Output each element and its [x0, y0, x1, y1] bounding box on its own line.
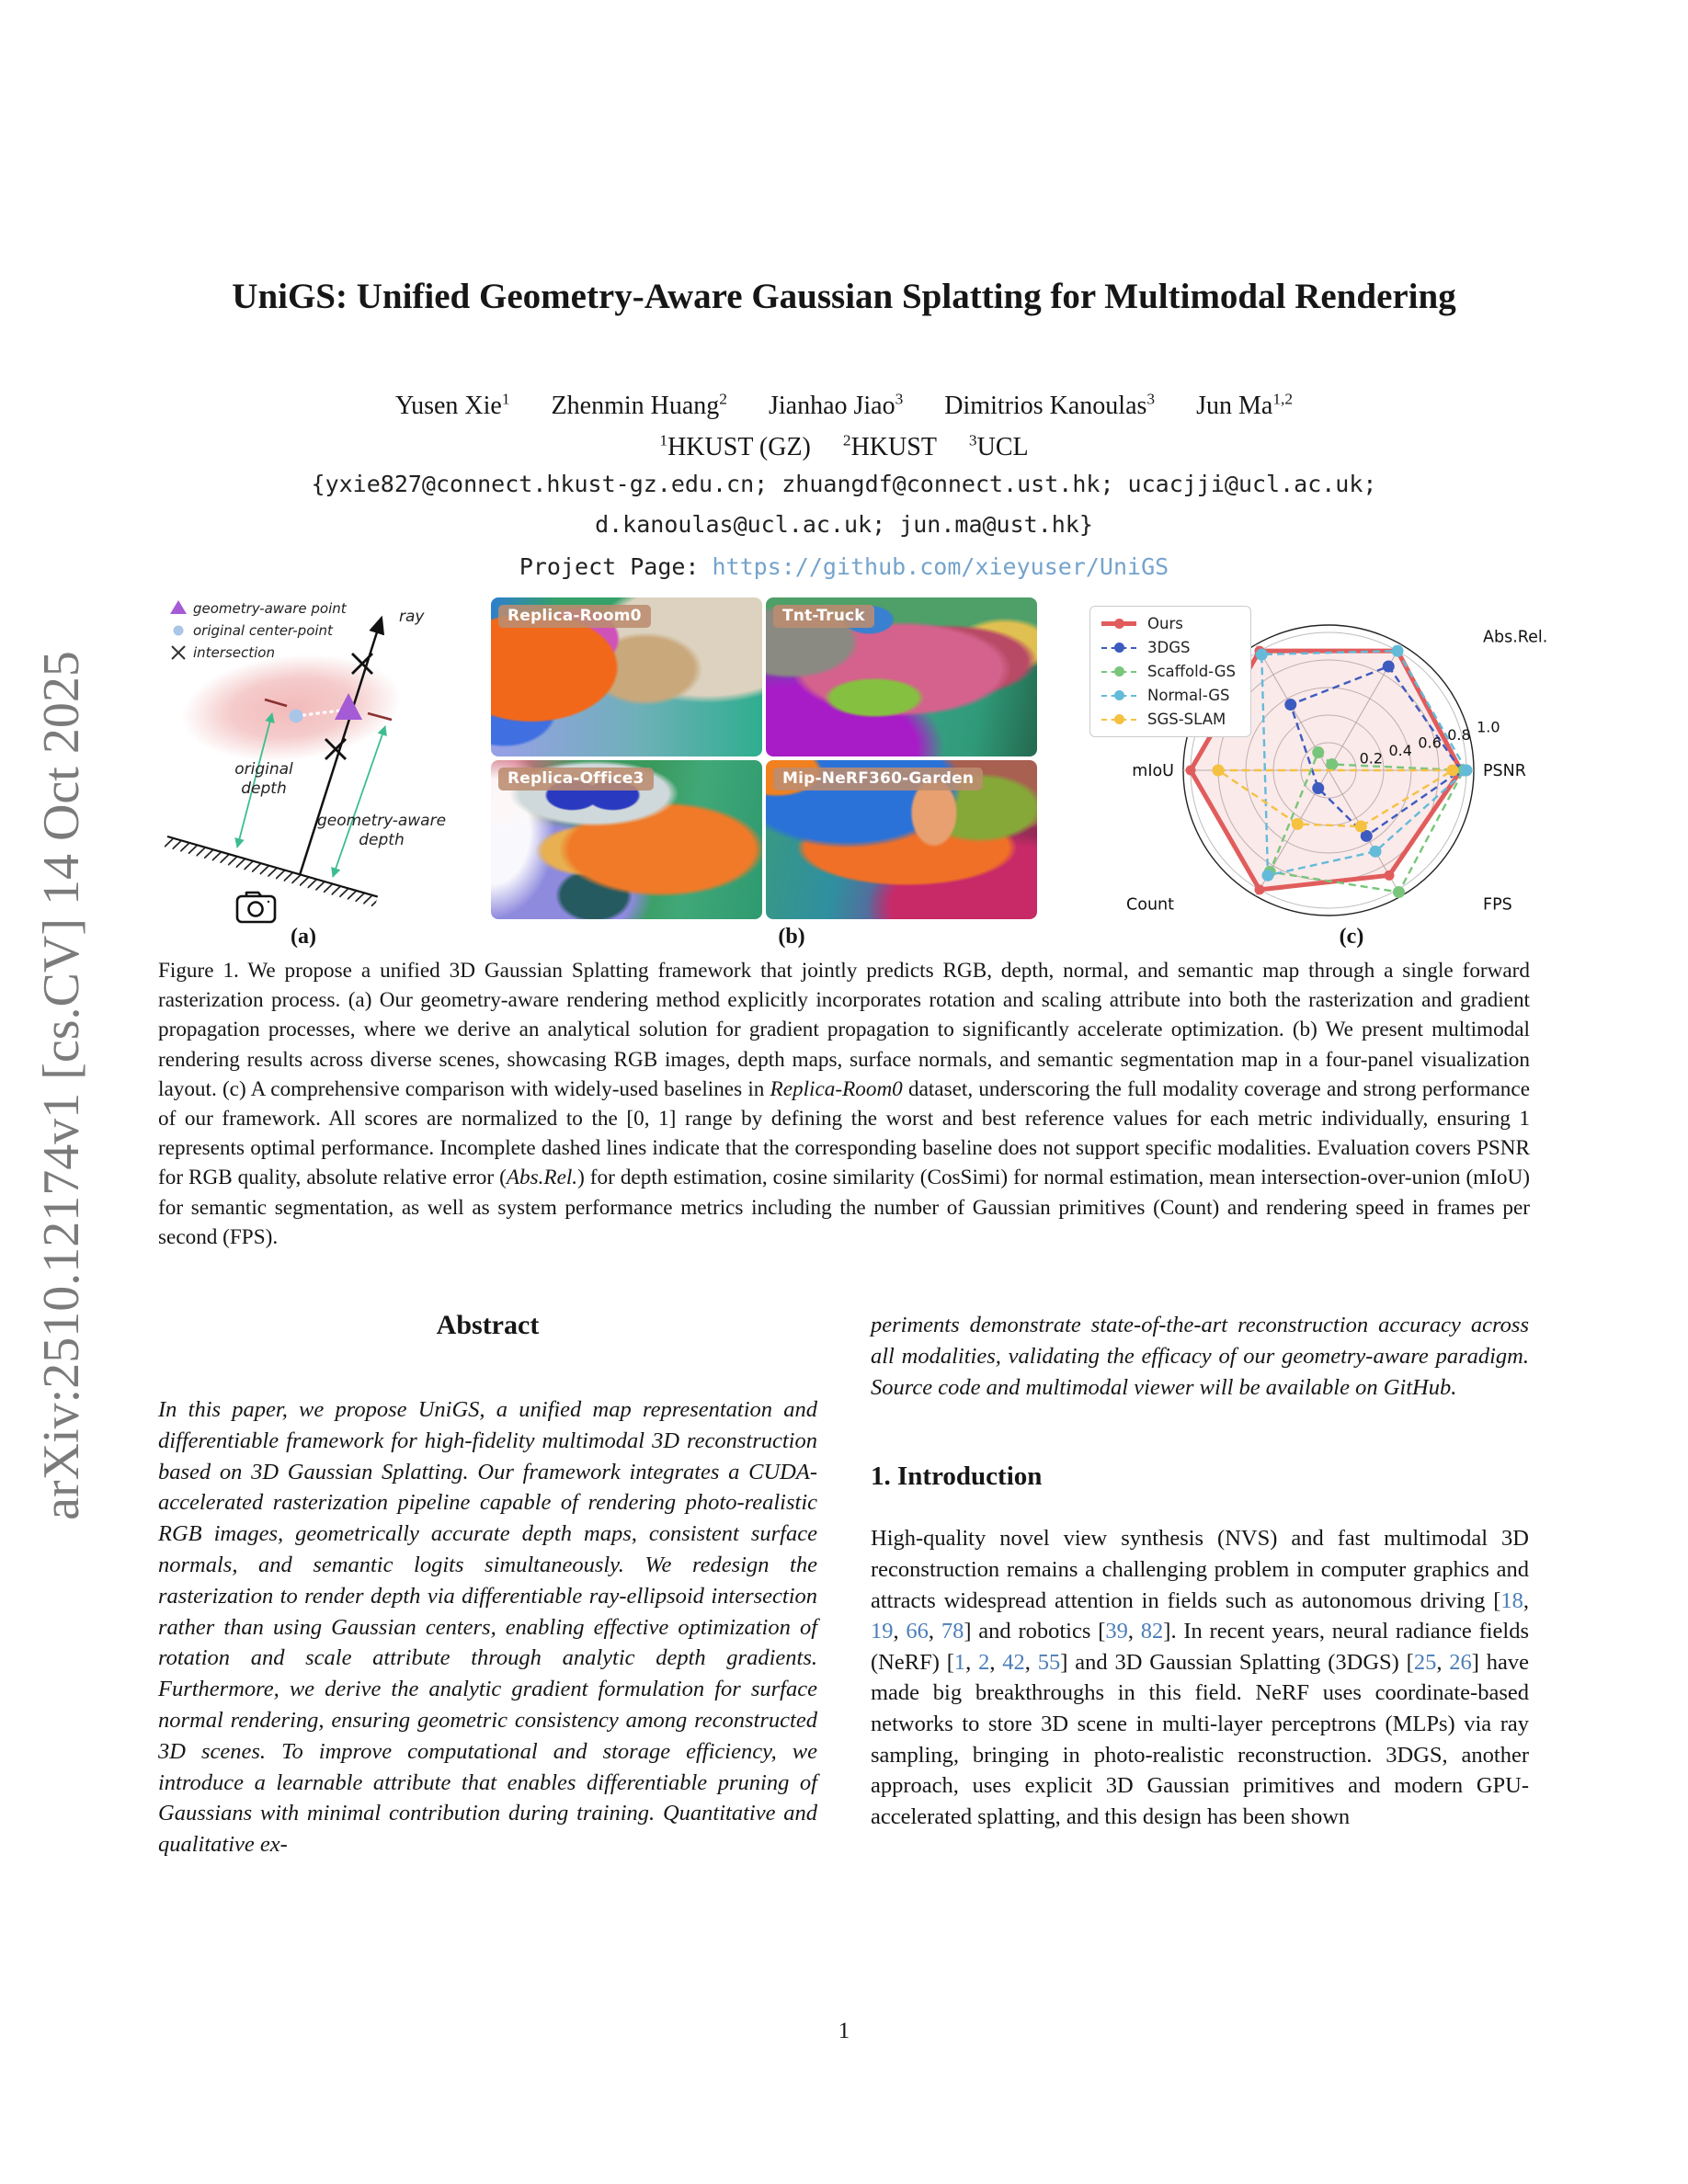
- svg-text:0.2: 0.2: [1359, 749, 1384, 768]
- legend-row-ours: [1101, 615, 1236, 632]
- legend-row-sgs-slam: [1101, 711, 1236, 728]
- citation-link[interactable]: 39: [1105, 1619, 1128, 1644]
- original-center-point: [290, 710, 303, 723]
- abstract-text: In this paper, we propose UniGS, a unified map representation and differentiable framework for high-fidelity multimodal 3D reconstruction based on 3D Gaussian Splatting. Our framework integrates a CUDA-accelerated rasterization pipeline capable of rendering photo-realistic RGB images, geometrically accurate depth maps, consistent surface normals, and semantic logits simultaneously. We redesign the rasterization to render depth via differentiable ray-ellipsoid intersection rather than using Gaussian centers, enabling effective optimization of rotation and scale attribute through analytic depth gradients. Furthermore, we derive the analytic gradient formulation for surface normal rendering, ensuring geometric consistency among reconstructed 3D scenes. To improve computational and storage efficiency, we introduce a learnable attribute that enables differentiable pruning of Gaussians with minimal contribution during training. Quantitative and qualitative ex-: [158, 1397, 817, 1858]
- scene-label: Replica-Office3: [498, 768, 654, 791]
- right-column: [871, 1310, 1529, 1832]
- svg-text:0.8: 0.8: [1447, 725, 1471, 744]
- original-depth-label-1: original: [234, 760, 293, 779]
- legend-line-sample: [1101, 719, 1136, 721]
- radar-axis-label: Abs.Rel.: [1483, 628, 1548, 647]
- original-depth-label-2: depth: [241, 779, 287, 798]
- legend-intersection: intersection: [193, 644, 275, 661]
- introduction-text: High-quality novel view synthesis (NVS) and fast multimodal 3D reconstruction remains a challenging problem in computer graphics and attracts widespread attention in fields such as autonomous driving [18, 19, 66, 78] and robotics [39, 82]. In recent years, neural radiance fields (NeRF) [1, 2, 42, 55] and 3D Gaussian Splatting (3DGS) [25, 26] have made big breakthroughs in this field. NeRF uses coordinate-based networks to store 3D scene in multi-layer perceptrons (MLPs) via ray sampling, bringing in photo-realistic reconstruction. 3DGS, another approach, uses explicit 3D Gaussian primitives and modern GPU-accelerated splatting, and this design has been shown: [871, 1526, 1530, 1829]
- svg-text:0.4: 0.4: [1388, 742, 1412, 760]
- legend-row-3dgs: [1101, 639, 1236, 656]
- panel-b-label: (b): [778, 925, 805, 949]
- radar-axis-label: PSNR: [1483, 762, 1526, 780]
- author: Yusen Xie$^1$: [394, 391, 510, 421]
- geometry-depth-label-1: geometry-aware: [316, 812, 447, 830]
- legend-geometry-aware-point: geometry-aware point: [193, 600, 347, 617]
- figure1-panel-b: [491, 597, 1037, 922]
- introduction-heading: 1. Introduction: [871, 1462, 1043, 1492]
- legend-marker-dot: [1114, 619, 1124, 629]
- legend-label: 3DGS: [1147, 639, 1191, 656]
- geometry-diagram: [158, 590, 542, 938]
- author: Jun Ma$^{1,2}$: [1196, 391, 1294, 421]
- scene-label: Tnt-Truck: [773, 605, 874, 628]
- affiliation-line: [0, 432, 1688, 462]
- figure1-panel-c: [1048, 590, 1568, 932]
- citation-link[interactable]: 82: [1140, 1619, 1164, 1644]
- legend-label: Ours: [1147, 615, 1183, 632]
- camera-icon: [237, 893, 275, 922]
- figure1-caption: Figure 1. We propose a unified 3D Gaussian Splatting framework that jointly predicts RGB, depth, normal, and semantic map through a single forward rasterization process. (a) Our geometry-aware rendering method explicitly incorporates rotation and scaling attribute into both the rasterization and gradient propagation processes, where we derive an analytical solution for gradient propagation to significantly accelerate optimization. (b) We present multimodal rendering results across diverse scenes, showcasing RGB images, depth maps, surface normals, and semantic segmentation map in a four-panel visualization layout. (c) A comprehensive comparison with widely-used baselines in Replica-Room0 dataset, underscoring the full modality coverage and strong performance of our framework. All scores are normalized to the [0, 1] range by defining the worst and best reference values for each metric individually, ensuring 1 represents optimal performance. Incomplete dashed lines indicate that the corresponding baseline does not support specific modalities. Evaluation covers PSNR for RGB quality, absolute relative error (Abs.Rel.) for depth estimation, cosine similarity (CosSimi) for normal estimation, mean intersection-over-union (mIoU) for semantic segmentation, as well as system performance metrics including the number of Gaussian primitives (Count) and rendering speed in frames per second (FPS).: [158, 959, 1530, 1249]
- author: Jianhao Jiao$^3$: [768, 391, 904, 421]
- legend-row-scaffold-gs: [1101, 663, 1236, 680]
- dot-legend-icon: [174, 626, 184, 636]
- figure1-panel-a: [158, 590, 542, 938]
- citation-link[interactable]: 66: [906, 1619, 929, 1644]
- legend-label: Normal-GS: [1147, 687, 1230, 704]
- author: Zhenmin Huang$^2$: [551, 391, 727, 421]
- legend-marker-dot: [1114, 666, 1124, 677]
- author-line: [0, 391, 1688, 421]
- ray-label: ray: [399, 608, 425, 626]
- citation-link[interactable]: 19: [871, 1619, 894, 1644]
- scene-label: Replica-Room0: [498, 605, 651, 628]
- project-page-label: Project Page:: [519, 553, 700, 580]
- radar-axis-label: Count: [1126, 895, 1174, 915]
- author: Dimitrios Kanoulas$^3$: [944, 391, 1156, 421]
- radar-axis-label: FPS: [1483, 895, 1512, 915]
- legend-label: Scaffold-GS: [1147, 663, 1236, 680]
- triangle-legend-icon: [170, 600, 187, 614]
- legend-marker-dot: [1114, 643, 1124, 653]
- legend-line-sample: [1101, 647, 1136, 649]
- legend-original-center-point: original center-point: [193, 622, 333, 639]
- email-line-1: {yxie827@connect.hkust-gz.edu.cn; zhuangdf@connect.ust.hk; ucacjji@ucl.ac.uk;: [311, 471, 1377, 497]
- radar-axis-label: mIoU: [1132, 762, 1174, 780]
- citation-link[interactable]: 26: [1449, 1649, 1472, 1675]
- panel-c-label: (c): [1339, 925, 1364, 949]
- cross-legend-icon: [172, 646, 185, 659]
- citation-link[interactable]: 78: [941, 1619, 964, 1644]
- paper-title: UniGS: Unified Geometry-Aware Gaussian Splatting for Multimodal Rendering: [232, 277, 1456, 316]
- legend-line-sample: [1101, 695, 1136, 697]
- scene-image-replica-office3: [491, 760, 762, 919]
- citation-link[interactable]: 25: [1413, 1649, 1437, 1675]
- scene-image-mipnerf360-garden: [766, 760, 1037, 919]
- affiliation: $^2$HKUST: [842, 432, 937, 462]
- project-page-link[interactable]: https://github.com/xieyuser/UniGS: [712, 553, 1169, 580]
- citation-link[interactable]: 18: [1500, 1587, 1523, 1613]
- diagram-legend: [170, 600, 348, 661]
- geometry-depth-label-2: depth: [359, 831, 405, 849]
- email-line-2: d.kanoulas@ucl.ac.uk; jun.ma@ust.hk}: [595, 511, 1093, 538]
- scene-image-replica-room0: [491, 597, 762, 756]
- left-column: [158, 1310, 817, 1860]
- affiliation: $^1$HKUST (GZ): [659, 432, 811, 462]
- legend-row-normal-gs: [1101, 687, 1236, 704]
- legend-label: SGS-SLAM: [1147, 711, 1226, 728]
- affiliation: $^3$UCL: [968, 432, 1029, 462]
- legend-marker-dot: [1114, 690, 1124, 700]
- citation-link[interactable]: 42: [1002, 1649, 1025, 1675]
- svg-text:1.0: 1.0: [1477, 718, 1500, 736]
- panel-a-label: (a): [291, 925, 316, 949]
- project-page-line: [0, 553, 1688, 580]
- gaussian-ellipse: [177, 644, 407, 771]
- scene-image-tnt-truck: [766, 597, 1037, 756]
- radar-legend: [1089, 606, 1251, 737]
- citation-link[interactable]: 2: [978, 1649, 990, 1675]
- legend-line-sample: [1101, 621, 1136, 626]
- legend-marker-dot: [1114, 714, 1124, 724]
- legend-line-sample: [1101, 671, 1136, 673]
- citation-link[interactable]: 1: [953, 1649, 966, 1675]
- page-number: 1: [838, 2019, 850, 2043]
- citation-link[interactable]: 55: [1037, 1649, 1061, 1675]
- abstract-heading: Abstract: [436, 1310, 540, 1340]
- svg-text:0.6: 0.6: [1418, 734, 1442, 752]
- scene-label: Mip-NeRF360-Garden: [773, 768, 983, 791]
- arxiv-sidebar-label: arXiv:2510.12174v1 [cs.CV] 14 Oct 2025: [33, 651, 90, 1520]
- abstract-continuation: periments demonstrate state-of-the-art reconstruction accuracy across all modalities, validating the efficacy of our geometry-aware paradigm. Source code and multimodal viewer will be available on GitHub.: [871, 1313, 1529, 1400]
